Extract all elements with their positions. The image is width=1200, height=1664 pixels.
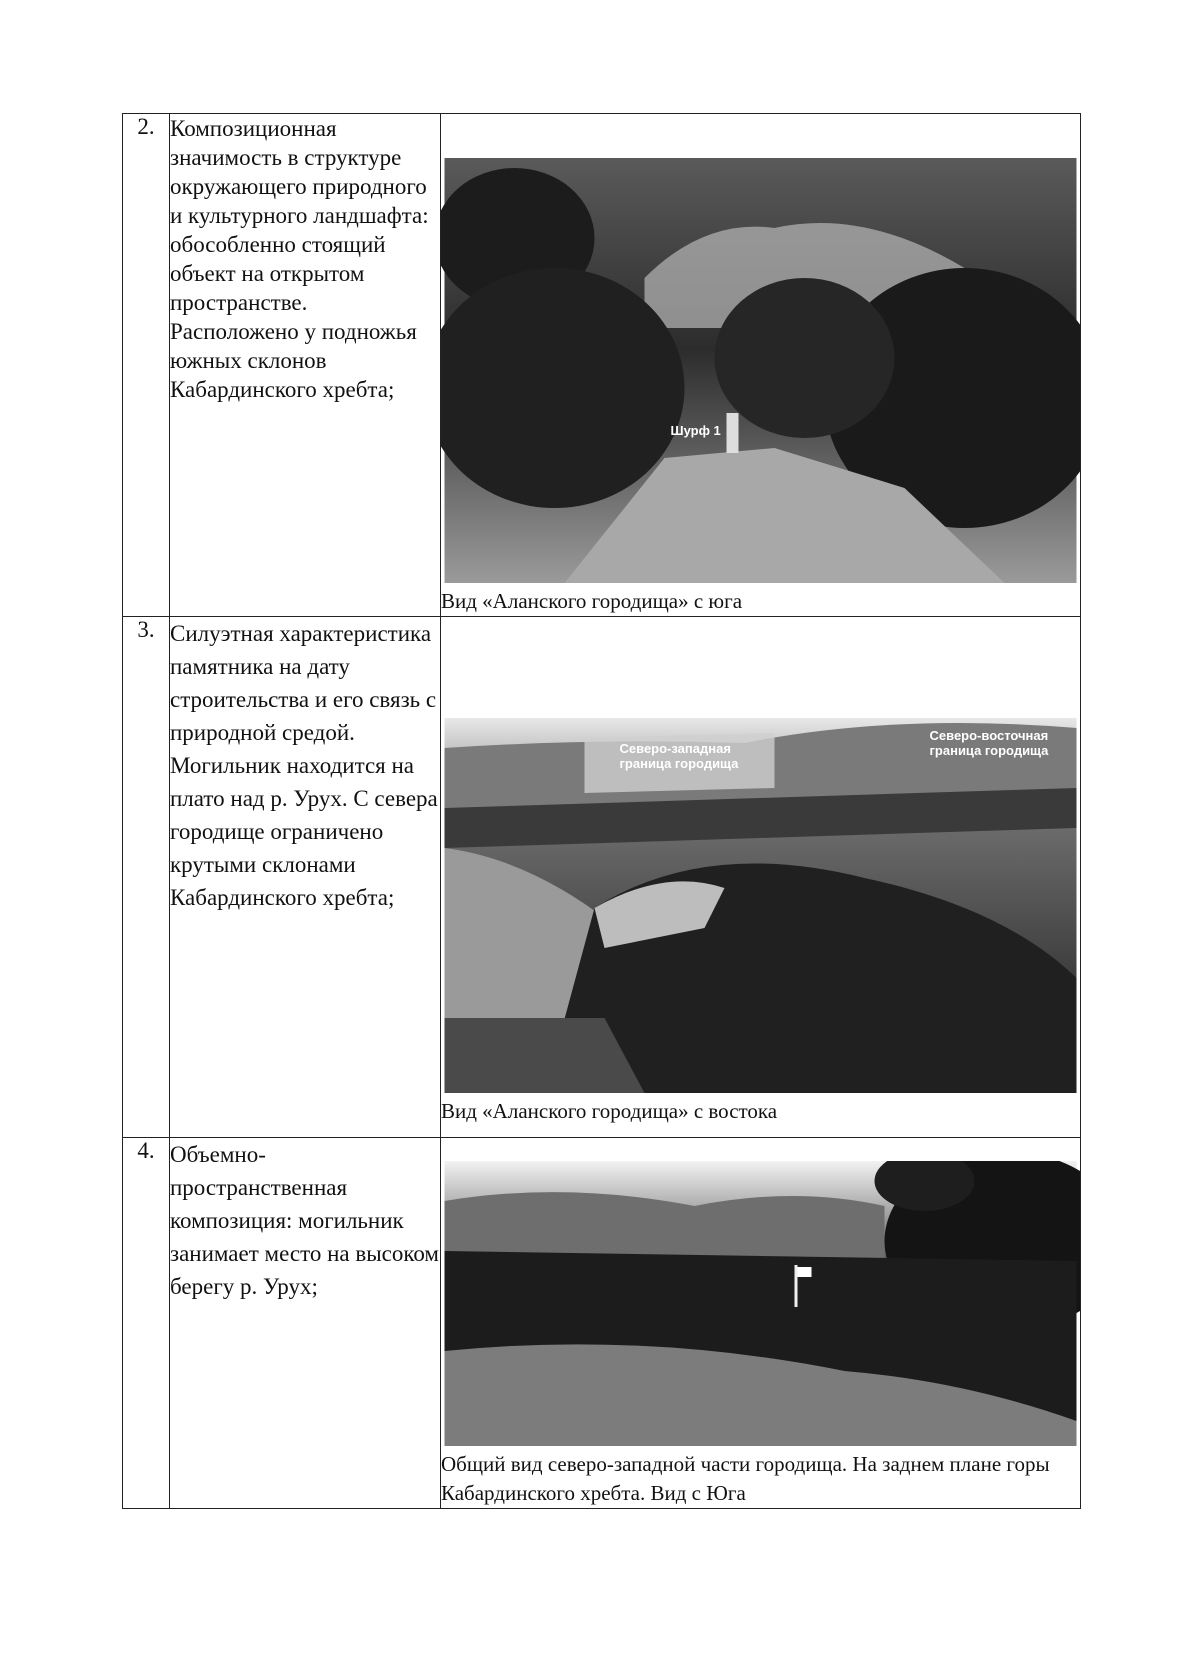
photo-caption: Вид «Аланского городища» с востока [441,1099,778,1123]
photo-south-view [441,158,1080,583]
row-description: Объемно-пространственная композиция: могильник занимает место на высоком берегу р. Урух; [170,1138,441,1509]
photo-northwest-view [441,1161,1080,1446]
row-number: 2. [123,114,170,617]
photo-label: Северо-восточная [929,728,1049,743]
photo-label: Северо-западная [619,741,731,756]
photo-cell [441,114,1081,617]
photo-label: граница городища [929,743,1049,758]
table-row [123,1138,1081,1509]
row-description: Композиционная значимость в структуре окружающего природного и культурного ландшафта: обособленно стоящий объект на открытом пространстве. Расположено у подножья южных склонов Кабардинского хребта; [170,114,441,617]
photo-cell [441,1138,1081,1509]
row-number: 3. [123,617,170,1138]
photo-caption: Вид «Аланского городища» с юга [441,589,743,613]
photo-label: Шурф 1 [670,423,721,438]
photo-label: граница городища [619,756,739,771]
row-number: 4. [123,1138,170,1509]
photo-caption: Общий вид северо-западной части городища. На заднем плане горы Кабардинского хребта. Вид с Юга [441,1452,1050,1505]
photo-east-view [441,718,1080,1093]
table-row [123,617,1081,1138]
photo-cell [441,617,1081,1138]
row-description: Силуэтная характеристика памятника на дату строительства и его связь с природной средой. Могильник находится на плато над р. Урух. С севера городище ограничено крутыми склонами Кабардинского хребта; [170,617,441,1138]
document-table [122,113,1081,1509]
table-row [123,114,1081,617]
